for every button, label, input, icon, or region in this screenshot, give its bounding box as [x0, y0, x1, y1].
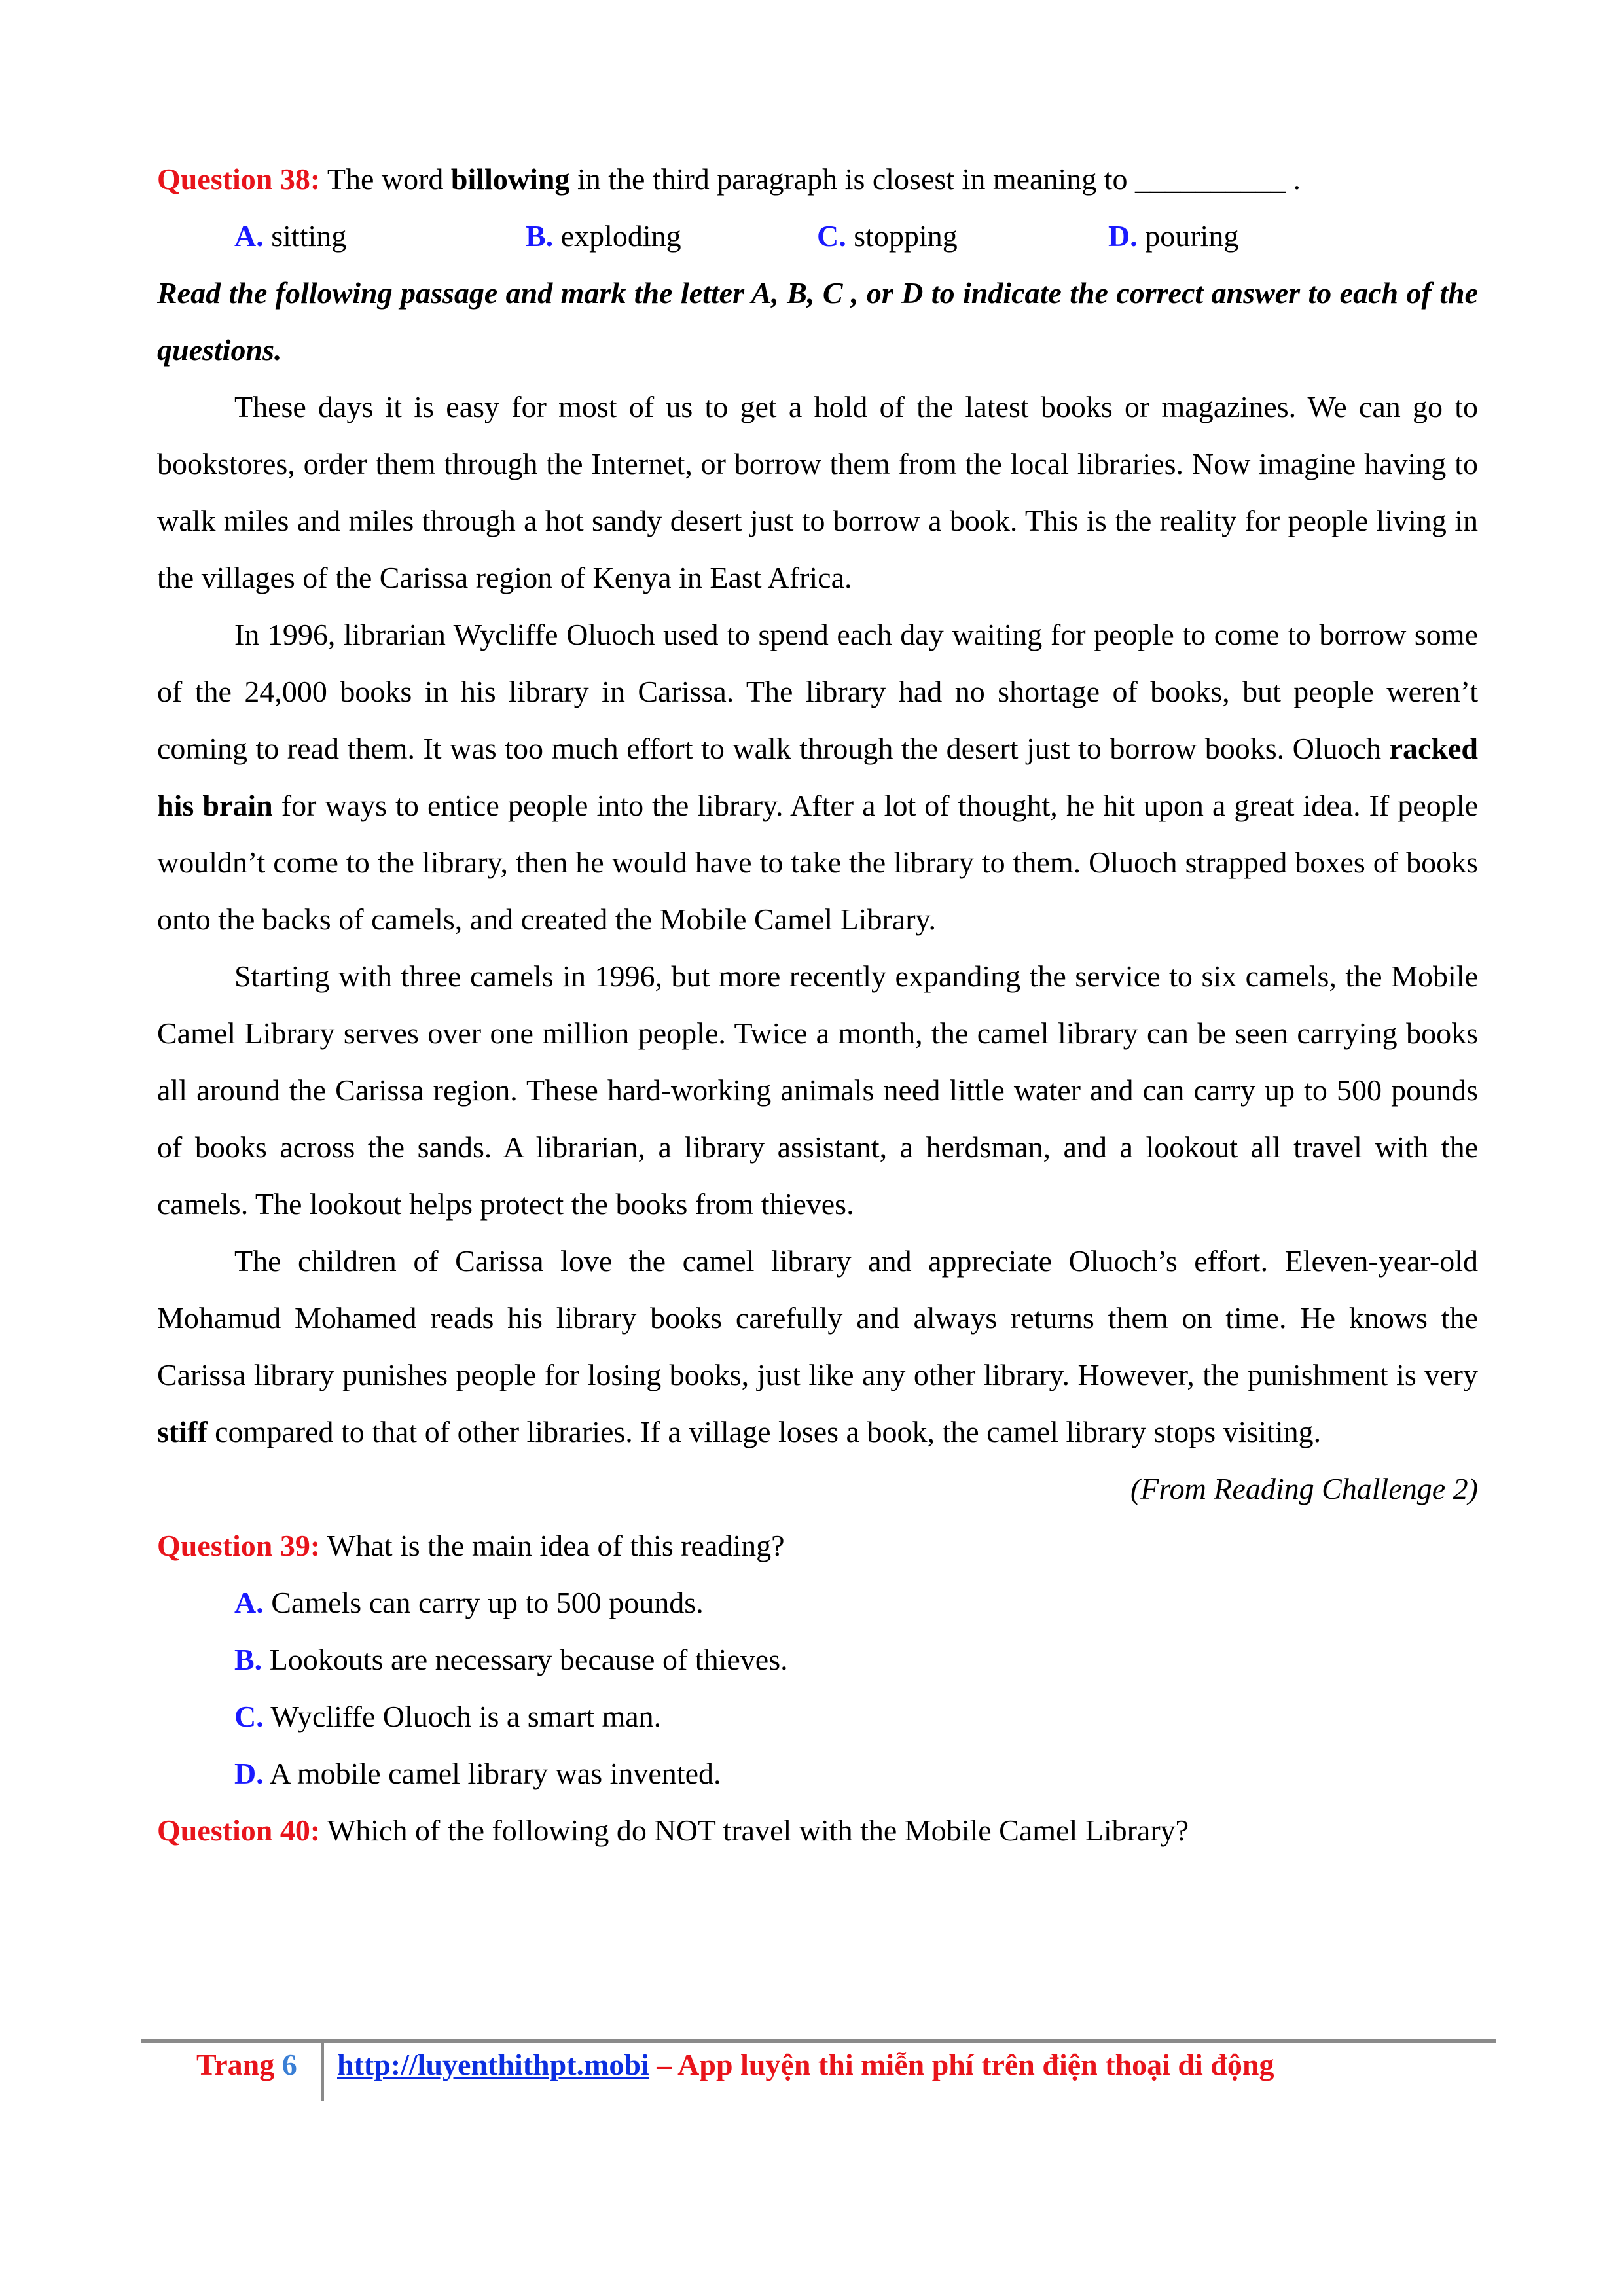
question-38-keyword: billowing: [450, 162, 570, 196]
passage-word-stiff: stiff: [157, 1415, 208, 1448]
question-40: [157, 1802, 1478, 1859]
question-40-label: Question 40:: [157, 1814, 321, 1847]
worksheet-page: [157, 151, 1478, 1859]
question-39-label: Question 39:: [157, 1529, 321, 1562]
footer-link[interactable]: http://luyenthithpt.mobi: [337, 2048, 649, 2081]
question-39-option-a: A. Camels can carry up to 500 pounds.: [234, 1586, 704, 1619]
question-39-option-d: D. A mobile camel library was invented.: [234, 1757, 721, 1790]
passage-paragraph-3: Starting with three camels in 1996, but more recently expanding the service to six camels, the Mobile Camel Library serves over one million people. Twice a month, the camel library can be seen carrying books all around the Carissa region. These hard-working animals need little water and can carry up to 500 pounds of books across the sands. A librarian, a library assistant, a herdsman, and a lookout all travel with the camels. The lookout helps protect the books from thieves.: [157, 960, 1478, 1221]
question-38-label: Question 38:: [157, 162, 321, 196]
question-38-text-before: The word: [327, 162, 444, 196]
passage-paragraph-1: These days it is easy for most of us to get a hold of the latest books or magazines. We can go to bookstores, order them through the Internet, or borrow them from the local libraries. Now imagine having to walk miles and miles through a hot sandy desert just to borrow a book. This is the reality for people living in the villages of the Carissa region of Kenya in East Africa.: [157, 390, 1478, 594]
question-38-option-b: B. exploding: [526, 219, 681, 253]
question-40-text: Which of the following do NOT travel with the Mobile Camel Library?: [327, 1814, 1189, 1847]
footer-rule: [141, 2039, 1496, 2043]
passage-paragraph-2: In 1996, librarian Wycliffe Oluoch used to spend each day waiting for people to come to borrow some of the 24,000 books in his library in Carissa. The library had no shortage of books, but people weren’t coming to read them. It was too much effort to walk through the desert just to borrow books. Oluoch racked his brain for ways to entice people into the library. After a lot of thought, he hit upon a great idea. If people wouldn’t come to the library, then he would have to take the library to them. Oluoch strapped boxes of books onto the backs of camels, and created the Mobile Camel Library.: [157, 618, 1478, 936]
passage-paragraph-4: The children of Carissa love the camel library and appreciate Oluoch’s effort. Eleven-year-old Mohamud Mohamed reads his library books carefully and always returns them on time. He knows the Carissa library punishes people for losing books, just like any other library. However, the punishment is very stiff compared to that of other libraries. If a village loses a book, the camel library stops visiting.: [157, 1244, 1478, 1448]
footer-page-number: Trang 6: [196, 2048, 297, 2081]
passage-phrase-racked-his-brain: racked his brain: [157, 732, 1478, 822]
question-39: [157, 1517, 1478, 1574]
passage-source: (From Reading Challenge 2): [1130, 1472, 1478, 1505]
question-39-option-b: B. Lookouts are necessary because of thieves.: [234, 1643, 788, 1676]
question-39-text: What is the main idea of this reading?: [327, 1529, 785, 1562]
footer-text: [337, 2047, 1274, 2082]
question-38-options: [157, 207, 1478, 264]
question-38: [157, 151, 1478, 207]
reading-instruction: Read the following passage and mark the letter A, B, C , or D to indicate the correct answer to each of the questions.: [157, 276, 1478, 367]
question-38-text-after: in the third paragraph is closest in meaning to __________ .: [577, 162, 1301, 196]
question-38-option-a: A. sitting: [234, 219, 347, 253]
question-38-option-c: C. stopping: [817, 219, 958, 253]
question-38-option-d: D. pouring: [1108, 219, 1239, 253]
footer-tagline: – App luyện thi miễn phí trên điện thoại di động: [657, 2048, 1274, 2081]
question-39-option-c: C. Wycliffe Oluoch is a smart man.: [234, 1700, 662, 1733]
footer-divider: [321, 2043, 324, 2101]
